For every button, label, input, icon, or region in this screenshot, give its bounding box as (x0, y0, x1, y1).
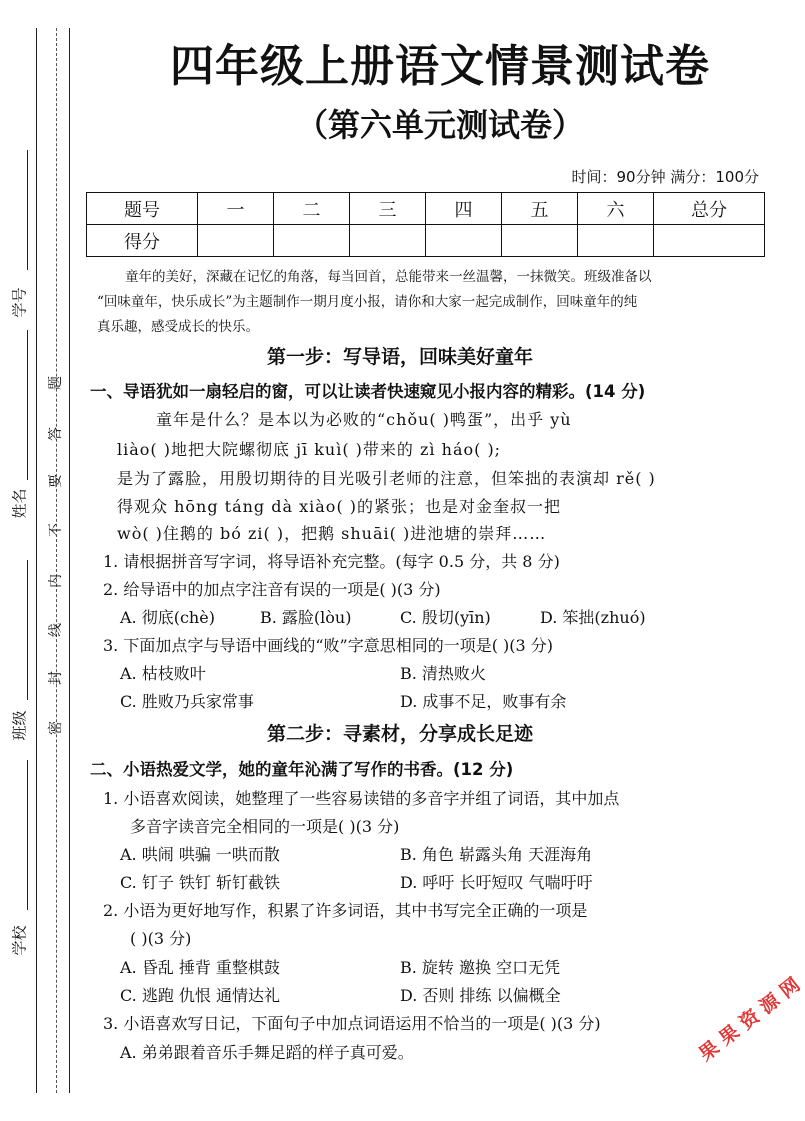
passage-line: liào( )地把大院螺彻底 jī kuì( )带来的 zì háo( ); (117, 440, 502, 459)
passage-line: wò( )住鹅的 bó zi( )，把鹅 shuāi( )进池塘的崇拜…… (117, 524, 547, 543)
q2-1-option-a[interactable]: A. 哄闹 哄骗 一哄而散 (120, 845, 280, 864)
q1-2-option-c[interactable]: C. 殷切(yīn) (400, 608, 491, 627)
q2-3-option-a[interactable]: A. 弟弟跟着音乐手舞足蹈的样子真可爱。 (120, 1043, 414, 1062)
q1-2-option-b[interactable]: B. 露脸(lòu) (260, 608, 352, 627)
score-table-header-row (87, 193, 765, 225)
q1-3-option-a[interactable]: A. 枯枝败叶 (120, 664, 206, 683)
passage-line: 是为了露脸，用殷切期待的目光吸引老师的注意，但笨拙的表演却 rě( ) (117, 469, 656, 488)
intro-line: 童年的美好，深藏在记忆的角落，每当回首，总能带来一丝温馨，一抹微笑。班级准备以 (125, 269, 652, 285)
seal-char-2: 答 (48, 427, 64, 441)
score-header-cell: 二 (274, 193, 350, 225)
name-label: 姓名 (10, 488, 29, 519)
score-row-label: 得分 (87, 225, 198, 257)
student-id-line (27, 150, 28, 270)
score-input-cell[interactable] (274, 225, 350, 257)
score-header-cell: 四 (426, 193, 502, 225)
question-1-1: 1. 请根据拼音写字词，将导语补充完整。(每字 0.5 分，共 8 分) (103, 552, 560, 571)
passage-line: 童年是什么？是本以为必败的“chǒu( )鸭蛋”，出乎 yù (156, 410, 572, 429)
score-header-cell: 题号 (87, 193, 198, 225)
score-header-cell: 五 (502, 193, 578, 225)
q2-2-option-d[interactable]: D. 否则 排练 以偏概全 (400, 986, 561, 1005)
seal-char-5: 内 (48, 574, 64, 588)
question-2-3: 3. 小语喜欢写日记，下面句子中加点词语运用不恰当的一项是( )(3 分) (103, 1014, 601, 1033)
student-id-label: 学号 (10, 287, 29, 318)
score-input-cell[interactable] (426, 225, 502, 257)
score-input-cell[interactable] (578, 225, 654, 257)
score-header-cell: 三 (350, 193, 426, 225)
page-subtitle: （第六单元测试卷） (295, 106, 584, 144)
q1-3-option-d[interactable]: D. 成事不足，败事有余 (400, 692, 567, 711)
score-input-cell[interactable] (502, 225, 578, 257)
intro-line: 真乐趣，感受成长的快乐。 (97, 319, 259, 335)
name-line (27, 330, 28, 480)
q2-2-option-b[interactable]: B. 旋转 邀换 空口无凭 (400, 958, 561, 977)
score-table-score-row (87, 225, 765, 257)
question-2-1: 1. 小语喜欢阅读，她整理了一些容易读错的多音字并组了词语，其中加点 (103, 789, 620, 808)
question-2-2-cont: ( )(3 分) (130, 929, 192, 948)
score-table (86, 192, 765, 257)
school-label: 学校 (10, 925, 29, 956)
passage-line: 得观众 hōng táng dà xiào( )的紧张；也是对金奎叔一把 (117, 497, 562, 516)
class-line (27, 560, 28, 700)
q1-2-option-d[interactable]: D. 笨拙(zhuó) (540, 608, 646, 627)
score-header-cell: 六 (578, 193, 654, 225)
q2-1-option-d[interactable]: D. 呼吁 长吁短叹 气喘吁吁 (400, 873, 593, 892)
watermark-stamp: 果 果 资 源 网 (695, 973, 805, 1066)
section2-heading: 二、小语热爱文学，她的童年沁满了写作的书香。(12 分) (90, 760, 514, 779)
score-header-cell: 总分 (654, 193, 765, 225)
score-input-cell[interactable] (654, 225, 765, 257)
question-2-1-cont: 多音字读音完全相同的一项是( )(3 分) (130, 817, 400, 836)
seal-dashed-line (56, 28, 57, 1093)
q1-2-option-a[interactable]: A. 彻底(chè) (120, 608, 215, 627)
q2-1-option-b[interactable]: B. 角色 崭露头角 天涯海角 (400, 845, 593, 864)
seal-char-1: 题 (48, 376, 64, 390)
q1-3-option-c[interactable]: C. 胜败乃兵家常事 (120, 692, 254, 711)
exam-meta: 时间：90分钟 满分：100分 (571, 168, 759, 186)
q1-3-option-b[interactable]: B. 清热败火 (400, 664, 486, 683)
seal-char-7: 封 (48, 671, 64, 685)
step1-heading: 第一步：写导语，回味美好童年 (266, 346, 533, 368)
question-1-3: 3. 下面加点字与导语中画线的“败”字意思相同的一项是( )(3 分) (103, 636, 554, 655)
score-input-cell[interactable] (350, 225, 426, 257)
step2-heading: 第二步：寻素材，分享成长足迹 (266, 723, 533, 745)
margin-border-inner (69, 28, 70, 1093)
school-line (27, 760, 28, 910)
q2-1-option-c[interactable]: C. 钉子 铁钉 斩钉截铁 (120, 873, 281, 892)
class-label: 班级 (10, 710, 29, 741)
seal-char-4: 不 (48, 523, 64, 537)
seal-char-6: 线 (48, 623, 64, 637)
q2-2-option-a[interactable]: A. 昏乱 捶背 重整棋鼓 (120, 958, 280, 977)
question-1-2: 2. 给导语中的加点字注音有误的一项是( )(3 分) (103, 580, 441, 599)
intro-paragraph (97, 265, 757, 340)
margin-border-outer (36, 28, 37, 1093)
intro-line: “回味童年，快乐成长”为主题制作一期月度小报，请你和大家一起完成制作，回味童年的纯 (97, 294, 638, 310)
question-2-2: 2. 小语为更好地写作，积累了许多词语，其中书写完全正确的一项是 (103, 901, 588, 920)
q2-2-option-c[interactable]: C. 逃跑 仇恨 通情达礼 (120, 986, 281, 1005)
score-header-cell: 一 (198, 193, 274, 225)
score-input-cell[interactable] (198, 225, 274, 257)
section1-heading: 一、导语犹如一扇轻启的窗，可以让读者快速窥见小报内容的精彩。(14 分) (90, 382, 646, 401)
seal-char-8: 密 (48, 721, 64, 735)
page-title: 四年级上册语文情景测试卷 (170, 41, 710, 92)
seal-char-3: 要 (48, 474, 64, 488)
